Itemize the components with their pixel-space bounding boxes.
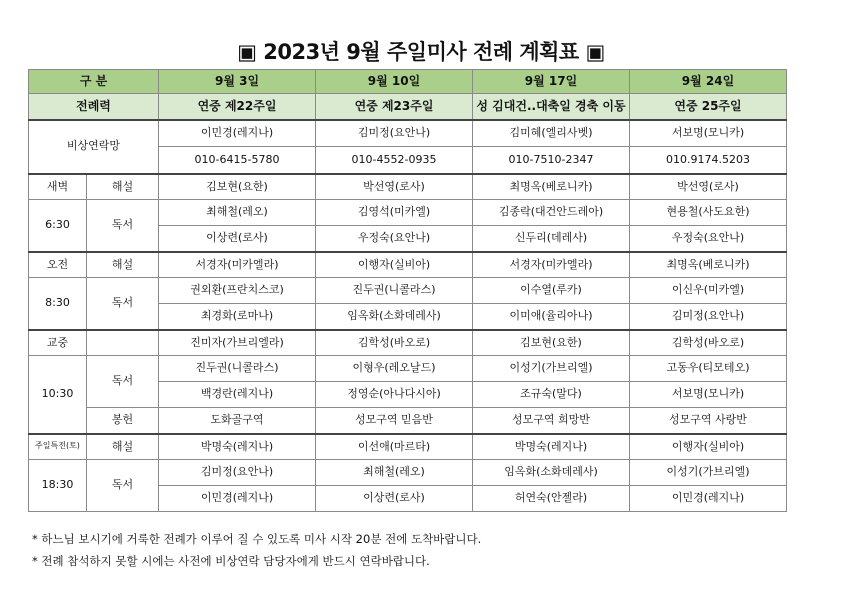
contact-phone: 010-7510-2347: [473, 147, 630, 174]
table-row: [29, 278, 787, 304]
assignee: 박선영(로사): [630, 174, 787, 200]
assignee: 박선영(로사): [316, 174, 473, 200]
table-row: [29, 174, 787, 200]
table-row: [29, 120, 787, 147]
assignee: 임옥화(소화데레사): [473, 460, 630, 486]
date-header: 9월 3일: [159, 70, 316, 94]
category-header: 구 분: [29, 70, 159, 94]
contact-name: 서보명(모니카): [630, 120, 787, 147]
header-date-row: [29, 70, 787, 94]
assignee: 진두권(니콜라스): [316, 278, 473, 304]
assignee: 허연숙(안젤라): [473, 486, 630, 512]
assignee: 박명숙(레지나): [159, 434, 316, 460]
table-row: [29, 408, 787, 434]
table-row: [29, 460, 787, 486]
assignee: 서경자(미카엘라): [159, 252, 316, 278]
assignee: 조규숙(말다): [473, 382, 630, 408]
mass-time: 10:30: [29, 356, 87, 434]
assignee: 현용철(사도요한): [630, 200, 787, 226]
assignee: 김미정(요안나): [630, 304, 787, 330]
liturgy-cell: 연중 25주일: [630, 94, 787, 120]
emergency-label: 비상연락망: [29, 120, 159, 174]
assignee: 김보현(요한): [473, 330, 630, 356]
assignee: 성모구역 사랑반: [630, 408, 787, 434]
role-label: 해설: [87, 434, 159, 460]
contact-name: 김미정(요안나): [316, 120, 473, 147]
liturgy-schedule-table: [28, 69, 787, 512]
assignee: 이행자(실비아): [316, 252, 473, 278]
liturgy-cell: 연중 제23주일: [316, 94, 473, 120]
footnote: * 하느님 보시기에 거룩한 전례가 이루어 질 수 있도록 미사 시작 20분 전에 도착바랍니다.: [32, 532, 482, 546]
table-row: [29, 356, 787, 382]
assignee: 최명옥(베로니카): [473, 174, 630, 200]
assignee: 백경란(레지나): [159, 382, 316, 408]
mass-time: 8:30: [29, 278, 87, 330]
mass-time: 18:30: [29, 460, 87, 512]
assignee: 김보현(요한): [159, 174, 316, 200]
assignee: 임옥화(소화데레사): [316, 304, 473, 330]
date-header: 9월 10일: [316, 70, 473, 94]
role-label: 독서: [87, 356, 159, 408]
table-row: [29, 330, 787, 356]
assignee: 우정숙(요안나): [630, 226, 787, 252]
liturgy-label: 전례력: [29, 94, 159, 120]
contact-name: 이민경(레지나): [159, 120, 316, 147]
assignee: 이미애(율리아나): [473, 304, 630, 330]
role-label: 독서: [87, 460, 159, 512]
role-label: 독서: [87, 200, 159, 252]
assignee: 김학성(바오로): [316, 330, 473, 356]
assignee: 권외환(프란치스코): [159, 278, 316, 304]
role-label: [87, 330, 159, 356]
header-liturgy-row: [29, 94, 787, 120]
assignee: 고동우(티모테오): [630, 356, 787, 382]
assignee: 이신우(미카엘): [630, 278, 787, 304]
assignee: 김영석(미카엘): [316, 200, 473, 226]
mass-label: 오전: [29, 252, 87, 278]
table-row: [29, 200, 787, 226]
assignee: 성모구역 희망반: [473, 408, 630, 434]
role-label: 봉헌: [87, 408, 159, 434]
assignee: 이수열(루카): [473, 278, 630, 304]
assignee: 이민경(레지나): [159, 486, 316, 512]
table-row: [29, 434, 787, 460]
liturgy-cell: 연중 제22주일: [159, 94, 316, 120]
assignee: 진미자(가브리엘라): [159, 330, 316, 356]
page-title: ▣ 2023년 9월 주일미사 전례 계획표 ▣: [237, 40, 605, 64]
assignee: 김학성(바오로): [630, 330, 787, 356]
assignee: 이선애(마르타): [316, 434, 473, 460]
mass-label: 교중: [29, 330, 87, 356]
contact-phone: 010.9174.5203: [630, 147, 787, 174]
assignee: 박명숙(레지나): [473, 434, 630, 460]
mass-label: 주일특전(토): [29, 434, 87, 460]
date-header: 9월 17일: [473, 70, 630, 94]
assignee: 이상련(로사): [316, 486, 473, 512]
date-header: 9월 24일: [630, 70, 787, 94]
assignee: 서경자(미카엘라): [473, 252, 630, 278]
assignee: 최해철(레오): [159, 200, 316, 226]
assignee: 이형우(레오날드): [316, 356, 473, 382]
table-row: [29, 252, 787, 278]
role-label: 해설: [87, 252, 159, 278]
liturgy-cell: 성 김대건..대축일 경축 이동: [473, 94, 630, 120]
assignee: 정영순(아나다시아): [316, 382, 473, 408]
contact-phone: 010-6415-5780: [159, 147, 316, 174]
assignee: 최경화(로마나): [159, 304, 316, 330]
role-label: 독서: [87, 278, 159, 330]
assignee: 김미정(요안나): [159, 460, 316, 486]
assignee: 이성기(가브리엘): [473, 356, 630, 382]
assignee: 성모구역 믿음반: [316, 408, 473, 434]
mass-time: 6:30: [29, 200, 87, 252]
assignee: 김종락(대건안드레아): [473, 200, 630, 226]
assignee: 진두권(니콜라스): [159, 356, 316, 382]
assignee: 이성기(가브리엘): [630, 460, 787, 486]
assignee: 최해철(레오): [316, 460, 473, 486]
assignee: 우정숙(요안나): [316, 226, 473, 252]
footnote: * 전례 참석하지 못할 시에는 사전에 비상연락 담당자에게 반드시 연락바랍니다.: [32, 554, 430, 568]
footnotes: [32, 528, 481, 572]
role-label: 해설: [87, 174, 159, 200]
assignee: 이민경(레지나): [630, 486, 787, 512]
assignee: 서보명(모니카): [630, 382, 787, 408]
assignee: 이상련(로사): [159, 226, 316, 252]
assignee: 최명옥(베로니카): [630, 252, 787, 278]
contact-name: 김미혜(엘리사벳): [473, 120, 630, 147]
mass-label: 새벽: [29, 174, 87, 200]
assignee: 신두리(데레사): [473, 226, 630, 252]
contact-phone: 010-4552-0935: [316, 147, 473, 174]
assignee: 도화골구역: [159, 408, 316, 434]
assignee: 이행자(실비아): [630, 434, 787, 460]
